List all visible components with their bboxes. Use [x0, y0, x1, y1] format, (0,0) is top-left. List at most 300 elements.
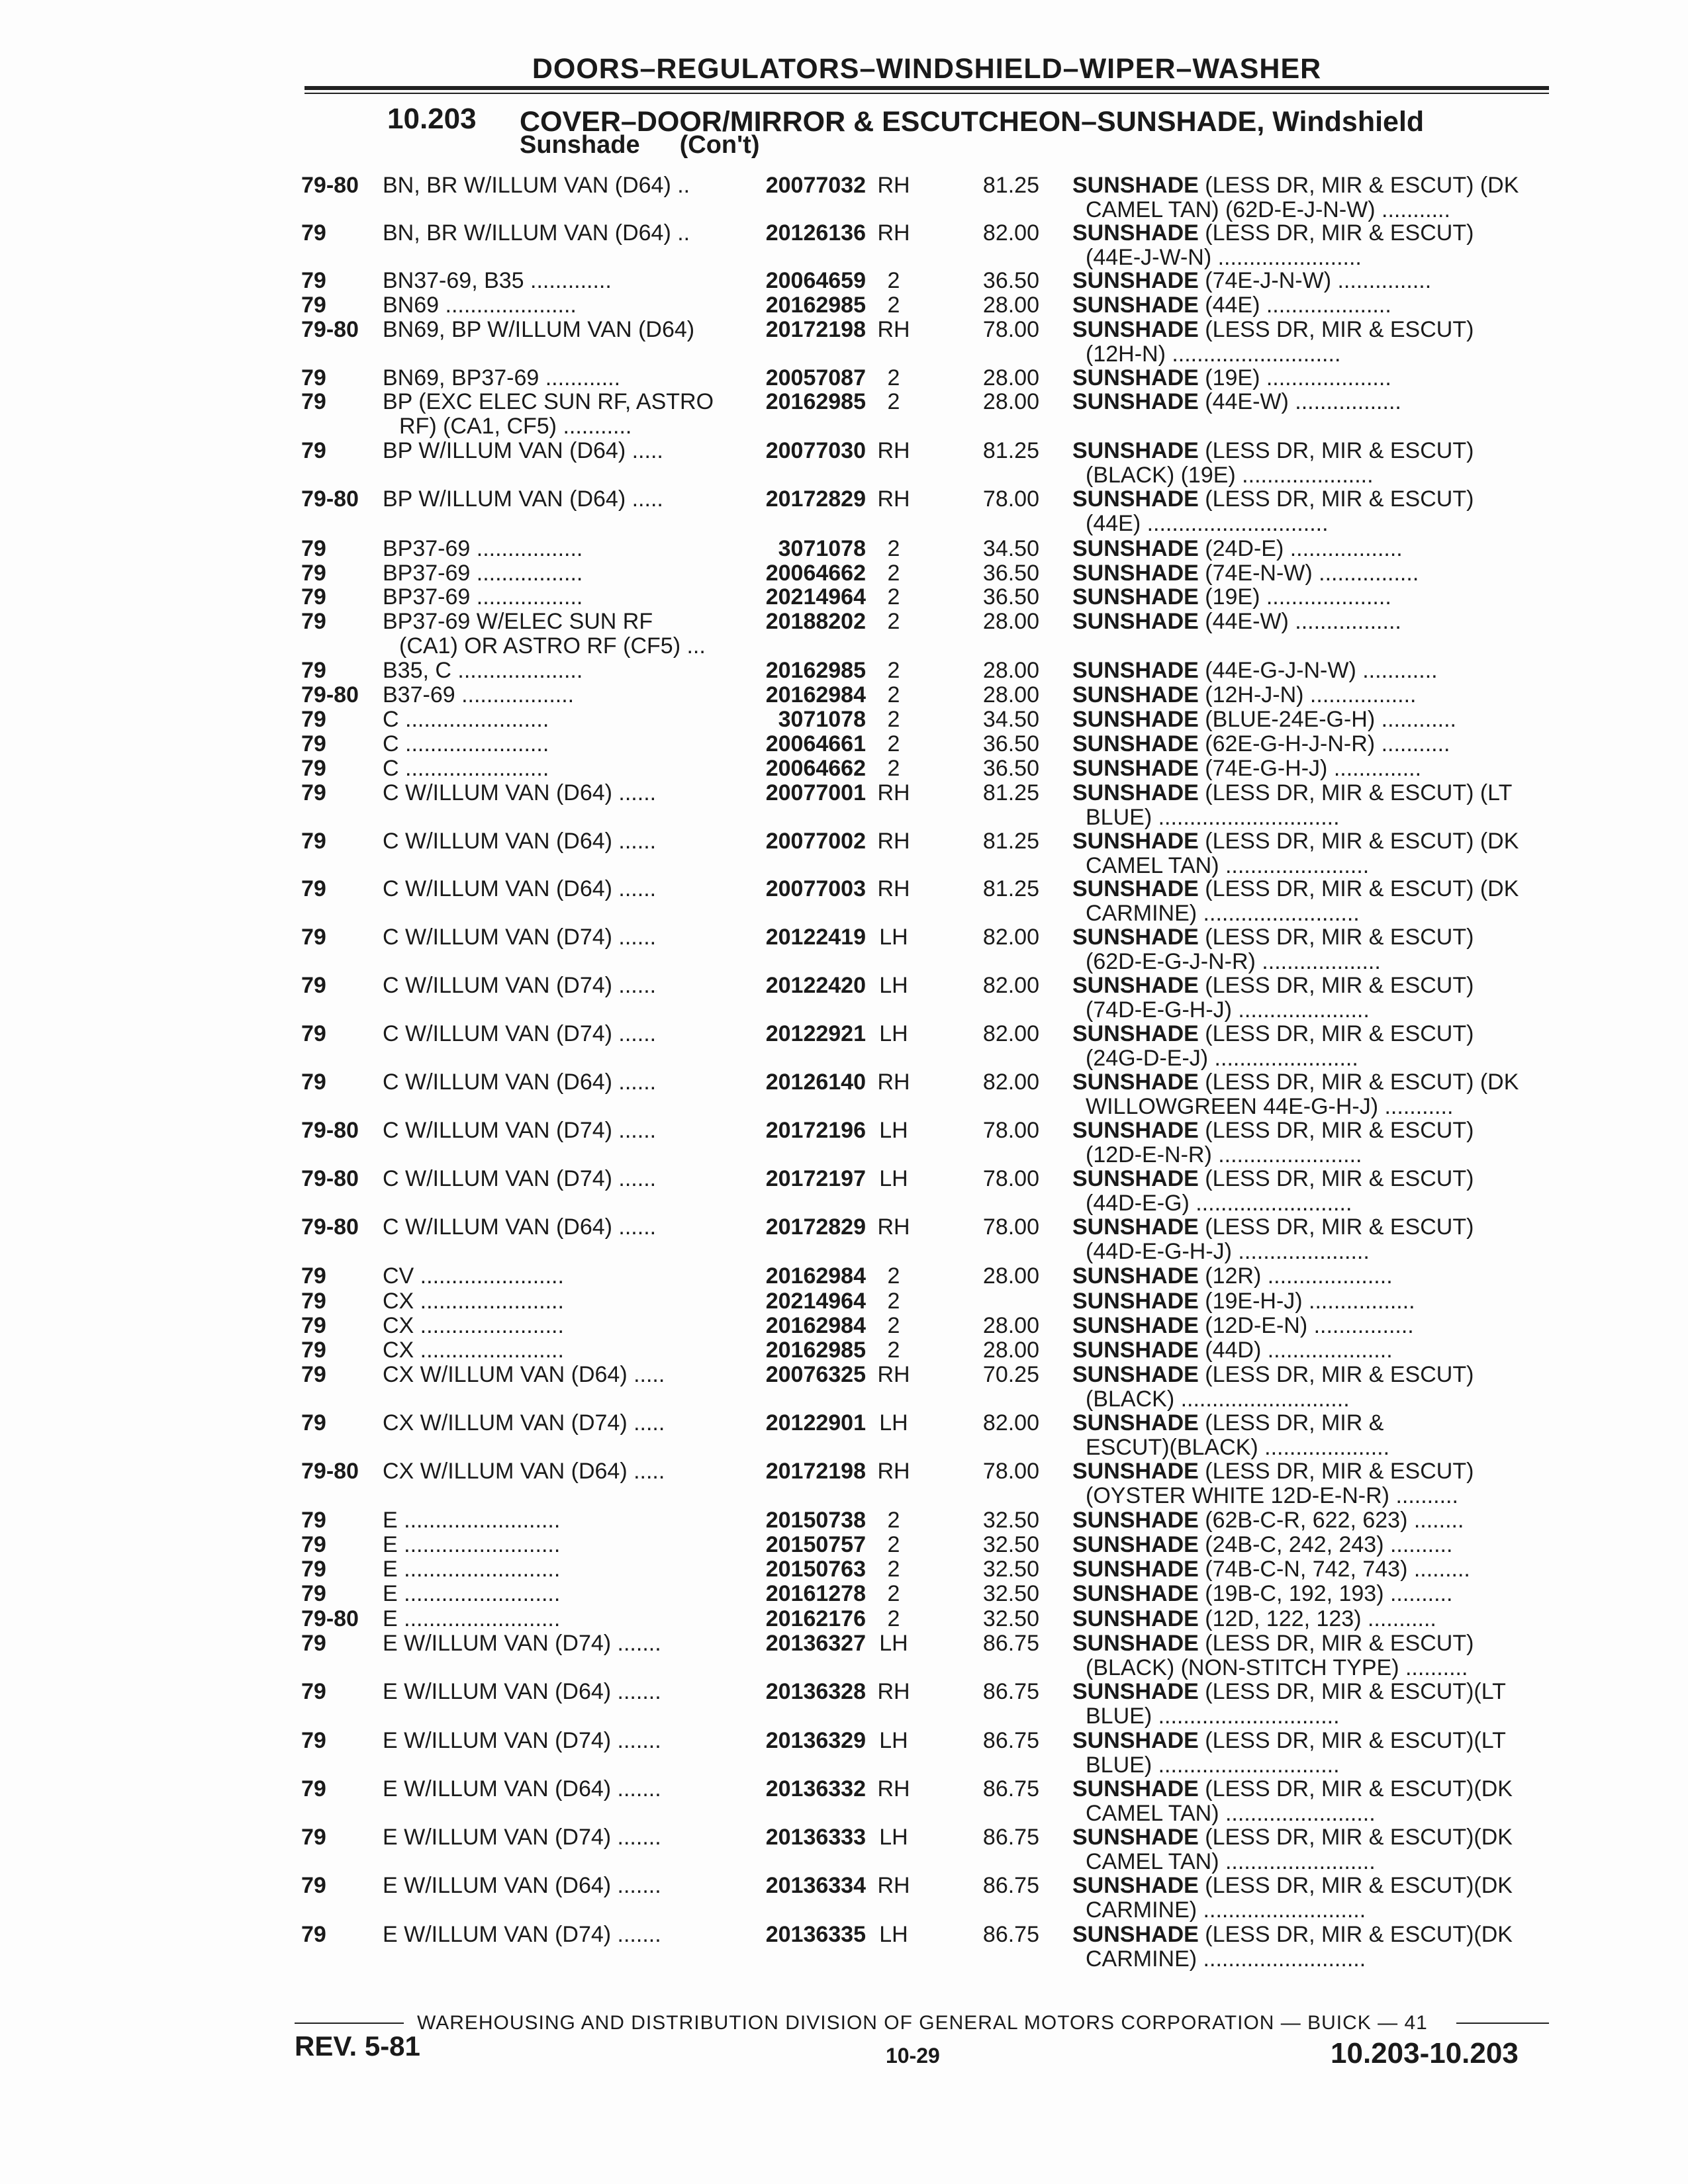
model-text: BP W/ILLUM VAN (D64) .....	[383, 487, 663, 512]
part-name: SUNSHADE	[1072, 1557, 1199, 1582]
model-application	[383, 1607, 733, 1631]
model-text: CV .......................	[383, 1264, 564, 1289]
quantity: RH	[877, 486, 910, 512]
part-number: 20150738	[765, 1508, 866, 1533]
model-year: 79	[301, 1922, 326, 1947]
part-description	[1072, 318, 1549, 367]
model-application	[383, 1022, 733, 1046]
description-text: (24D-E) ..................	[1198, 537, 1403, 561]
part-number: 20122420	[765, 973, 866, 998]
list-price: 32.50	[982, 1581, 1039, 1606]
model-year: 79-80	[301, 1118, 359, 1143]
quantity: 2	[887, 1581, 900, 1606]
part-number: 20076325	[765, 1362, 866, 1387]
footer-rule-right	[1456, 2023, 1549, 2024]
description-text: (62B-C-R, 622, 623) ........	[1198, 1508, 1464, 1533]
model-text: BP (EXC ELEC SUN RF, ASTRO	[383, 390, 714, 414]
part-row	[0, 1825, 1688, 1874]
model-year: 79	[301, 1679, 326, 1704]
model-year: 79	[301, 1263, 326, 1289]
description-text-cont: CARMINE) .........................	[1086, 901, 1360, 926]
model-application	[383, 1118, 733, 1143]
part-name: SUNSHADE	[1072, 1363, 1199, 1387]
model-application	[383, 1825, 733, 1850]
part-number: 20126140	[765, 1069, 866, 1095]
description-text-cont: (44D-E-G) .........................	[1086, 1191, 1352, 1216]
model-text: BN69, BP37-69 ............	[383, 366, 621, 390]
part-description	[1072, 707, 1549, 732]
list-price: 86.75	[982, 1922, 1039, 1947]
quantity: 2	[887, 561, 900, 586]
list-price: 78.00	[982, 1166, 1039, 1191]
list-price: 34.50	[982, 536, 1039, 561]
part-description	[1072, 1508, 1549, 1533]
part-number: 20122901	[765, 1410, 866, 1435]
model-application	[383, 487, 733, 512]
model-year: 79	[301, 438, 326, 463]
part-name: SUNSHADE	[1072, 1022, 1199, 1046]
description-text: (BLUE-24E-G-H) ............	[1198, 707, 1456, 732]
part-description	[1072, 1557, 1549, 1582]
part-name: SUNSHADE	[1072, 366, 1199, 390]
model-year: 79-80	[301, 682, 359, 707]
model-application	[383, 1923, 733, 1947]
part-description	[1072, 366, 1549, 390]
model-application	[383, 659, 733, 683]
description-text-cont: (OYSTER WHITE 12D-E-N-R) ..........	[1086, 1483, 1458, 1508]
model-text: CX W/ILLUM VAN (D64) .....	[383, 1459, 665, 1484]
part-number: 20172198	[765, 317, 866, 342]
model-year: 79	[301, 536, 326, 561]
part-number: 20077002	[765, 829, 866, 854]
part-number: 20077032	[765, 173, 866, 198]
model-application	[383, 1314, 733, 1338]
list-price: 78.00	[982, 1118, 1039, 1143]
model-year: 79	[301, 1410, 326, 1435]
list-price: 81.25	[982, 876, 1039, 901]
model-application	[383, 1557, 733, 1582]
model-application	[383, 925, 733, 950]
part-description	[1072, 1167, 1549, 1216]
model-application	[383, 781, 733, 805]
list-price: 86.75	[982, 1825, 1039, 1850]
part-name: SUNSHADE	[1072, 732, 1199, 756]
quantity: RH	[877, 1214, 910, 1240]
part-description	[1072, 1777, 1549, 1826]
quantity: 2	[887, 658, 900, 683]
list-price: 82.00	[982, 220, 1039, 246]
model-year: 79	[301, 584, 326, 610]
part-name: SUNSHADE	[1072, 829, 1199, 854]
model-year: 79	[301, 925, 326, 950]
quantity: RH	[877, 1069, 910, 1095]
part-row	[0, 1167, 1688, 1216]
part-number: 3071078	[778, 536, 866, 561]
list-price: 78.00	[982, 486, 1039, 512]
model-year: 79	[301, 1313, 326, 1338]
part-description	[1072, 1215, 1549, 1264]
part-name: SUNSHADE	[1072, 1825, 1199, 1850]
model-application	[383, 561, 733, 586]
part-row	[0, 318, 1688, 367]
part-number: 20136332	[765, 1776, 866, 1801]
model-text: E .........................	[383, 1508, 561, 1533]
part-row	[0, 1874, 1688, 1923]
model-year: 79	[301, 561, 326, 586]
part-row	[0, 439, 1688, 488]
part-name: SUNSHADE	[1072, 707, 1199, 732]
part-description	[1072, 1314, 1549, 1338]
list-price: 78.00	[982, 1214, 1039, 1240]
model-text: B35, C ....................	[383, 659, 583, 683]
part-name: SUNSHADE	[1072, 1338, 1199, 1363]
part-description	[1072, 925, 1549, 974]
description-text: (LESS DR, MIR & ESCUT)	[1198, 1215, 1474, 1240]
part-description	[1072, 537, 1549, 561]
section-subtitle-cont: (Con't)	[679, 131, 760, 159]
part-name: SUNSHADE	[1072, 877, 1199, 901]
description-text: (LESS DR, MIR & ESCUT)	[1198, 1631, 1474, 1656]
part-number: 20057087	[765, 365, 866, 390]
description-text-cont: (12D-E-N-R) .......................	[1086, 1142, 1362, 1167]
part-name: SUNSHADE	[1072, 1459, 1199, 1484]
part-row	[0, 877, 1688, 926]
model-text: C W/ILLUM VAN (D74) ......	[383, 974, 657, 998]
quantity: RH	[877, 780, 910, 805]
description-text: (74E-J-N-W) ...............	[1198, 269, 1432, 293]
part-name: SUNSHADE	[1072, 173, 1199, 198]
list-price: 78.00	[982, 1459, 1039, 1484]
model-application	[383, 1631, 733, 1656]
description-text: (12D-E-N) ................	[1198, 1314, 1414, 1338]
part-name: SUNSHADE	[1072, 683, 1199, 707]
part-number: 20077030	[765, 438, 866, 463]
model-text: BN69 .....................	[383, 293, 577, 318]
model-year: 79-80	[301, 317, 359, 342]
list-price: 86.75	[982, 1776, 1039, 1801]
model-text: C W/ILLUM VAN (D74) ......	[383, 1022, 657, 1046]
part-name: SUNSHADE	[1072, 585, 1199, 610]
model-text: E W/ILLUM VAN (D74) .......	[383, 1923, 661, 1947]
quantity: RH	[877, 1362, 910, 1387]
part-number: 20064661	[765, 731, 866, 756]
page-number: 10-29	[886, 2044, 940, 2068]
quantity: 2	[887, 1606, 900, 1631]
footer-division-text: WAREHOUSING AND DISTRIBUTION DIVISION OF GENERAL MOTORS CORPORATION — BUICK — 41	[417, 2012, 1428, 2034]
quantity: 2	[887, 365, 900, 390]
part-number: 20136334	[765, 1873, 866, 1898]
part-name: SUNSHADE	[1072, 1923, 1199, 1947]
part-name: SUNSHADE	[1072, 1631, 1199, 1656]
catalog-group-title: DOORS–REGULATORS–WINDSHIELD–WIPER–WASHER	[532, 53, 1322, 85]
quantity: LH	[879, 1728, 908, 1753]
model-year: 79-80	[301, 1166, 359, 1191]
model-application	[383, 366, 733, 390]
model-text: BP W/ILLUM VAN (D64) .....	[383, 439, 663, 463]
model-text: BP37-69 .................	[383, 585, 583, 610]
model-text: CX W/ILLUM VAN (D74) .....	[383, 1411, 665, 1435]
part-row	[0, 173, 1688, 222]
part-number: 20214964	[765, 1289, 866, 1314]
description-text: (LESS DR, MIR & ESCUT) (DK	[1198, 1070, 1519, 1095]
list-price: 36.50	[982, 584, 1039, 610]
model-application	[383, 1459, 733, 1484]
model-application	[383, 1411, 733, 1435]
list-price: 32.50	[982, 1606, 1039, 1631]
part-row	[0, 1631, 1688, 1680]
model-year: 79-80	[301, 1214, 359, 1240]
model-text-cont: (CA1) OR ASTRO RF (CF5) ...	[399, 633, 706, 659]
model-text: E .........................	[383, 1607, 561, 1631]
part-description	[1072, 1363, 1549, 1412]
part-name: SUNSHADE	[1072, 1533, 1199, 1557]
model-text: C .......................	[383, 732, 549, 756]
description-text: (LESS DR, MIR & ESCUT)	[1198, 1363, 1474, 1387]
description-text: (12D, 122, 123) ...........	[1198, 1607, 1436, 1631]
model-application	[383, 1777, 733, 1801]
description-text-cont: ESCUT)(BLACK) ....................	[1086, 1435, 1390, 1460]
description-text: (19E) ....................	[1198, 366, 1391, 390]
part-name: SUNSHADE	[1072, 561, 1199, 586]
part-number: 3071078	[778, 707, 866, 732]
model-text: C W/ILLUM VAN (D74) ......	[383, 1118, 657, 1143]
model-application	[383, 585, 733, 610]
part-number: 20162985	[765, 1338, 866, 1363]
list-price: 28.00	[982, 682, 1039, 707]
part-number: 20162984	[765, 1263, 866, 1289]
part-name: SUNSHADE	[1072, 537, 1199, 561]
model-text-cont: RF) (CA1, CF5) ...........	[399, 414, 632, 439]
description-text-cont: BLUE) .............................	[1086, 1752, 1340, 1778]
description-text-cont: (12H-N) ...........................	[1086, 341, 1341, 367]
part-number: 20064659	[765, 268, 866, 293]
quantity: 2	[887, 268, 900, 293]
part-description	[1072, 390, 1549, 414]
description-text: (LESS DR, MIR & ESCUT)	[1198, 487, 1474, 512]
description-text-cont: (74D-E-G-H-J) .....................	[1086, 997, 1370, 1023]
part-description	[1072, 1338, 1549, 1363]
part-name: SUNSHADE	[1072, 1411, 1199, 1435]
quantity: 2	[887, 1289, 900, 1314]
part-number: 20150763	[765, 1557, 866, 1582]
list-price: 82.00	[982, 973, 1039, 998]
part-description	[1072, 781, 1549, 830]
part-row	[0, 1070, 1688, 1119]
model-application	[383, 1264, 733, 1289]
model-year: 79	[301, 1825, 326, 1850]
model-text: CX .......................	[383, 1289, 564, 1314]
list-price: 86.75	[982, 1679, 1039, 1704]
description-text: (LESS DR, MIR & ESCUT)	[1198, 221, 1474, 246]
model-text: C W/ILLUM VAN (D64) ......	[383, 829, 657, 854]
quantity: RH	[877, 173, 910, 198]
list-price: 86.75	[982, 1631, 1039, 1656]
model-year: 79-80	[301, 1606, 359, 1631]
part-number: 20064662	[765, 756, 866, 781]
part-description	[1072, 1022, 1549, 1071]
part-name: SUNSHADE	[1072, 610, 1199, 634]
model-application	[383, 732, 733, 756]
model-year: 79	[301, 389, 326, 414]
description-text: (62E-G-H-J-N-R) ...........	[1198, 732, 1450, 756]
part-row	[0, 221, 1688, 270]
part-description	[1072, 1923, 1549, 1972]
description-text: (74B-C-N, 742, 743) .........	[1198, 1557, 1470, 1582]
description-text: (LESS DR, MIR & ESCUT)	[1198, 974, 1474, 998]
part-number: 20172196	[765, 1118, 866, 1143]
section-number: 10.203	[387, 103, 477, 135]
description-text-cont: CARMINE) ..........................	[1086, 1946, 1366, 1972]
quantity: RH	[877, 829, 910, 854]
quantity: LH	[879, 973, 908, 998]
model-application	[383, 1215, 733, 1240]
list-price: 82.00	[982, 1069, 1039, 1095]
model-text: BP37-69 .................	[383, 561, 583, 586]
part-name: SUNSHADE	[1072, 1118, 1199, 1143]
quantity: 2	[887, 756, 900, 781]
model-year: 79	[301, 609, 326, 634]
list-price: 28.00	[982, 609, 1039, 634]
quantity: RH	[877, 876, 910, 901]
part-number: 20136329	[765, 1728, 866, 1753]
model-year: 79	[301, 1508, 326, 1533]
description-text-cont: (44D-E-G-H-J) .....................	[1086, 1239, 1370, 1264]
quantity: RH	[877, 1776, 910, 1801]
description-text: (LESS DR, MIR & ESCUT) (DK	[1198, 173, 1519, 198]
description-text: (LESS DR, MIR & ESCUT)(DK	[1198, 1825, 1513, 1850]
list-price: 32.50	[982, 1508, 1039, 1533]
description-text: (44D) ....................	[1198, 1338, 1393, 1363]
description-text: (74E-N-W) ................	[1198, 561, 1419, 586]
model-year: 79	[301, 1338, 326, 1363]
part-row	[0, 487, 1688, 536]
part-row	[0, 1459, 1688, 1508]
part-name: SUNSHADE	[1072, 1777, 1199, 1801]
part-name: SUNSHADE	[1072, 390, 1199, 414]
part-description	[1072, 829, 1549, 878]
part-name: SUNSHADE	[1072, 439, 1199, 463]
list-price: 81.25	[982, 829, 1039, 854]
model-application	[383, 683, 733, 707]
model-application	[383, 269, 733, 293]
part-description	[1072, 1631, 1549, 1680]
quantity: LH	[879, 1118, 908, 1143]
model-application	[383, 829, 733, 854]
description-text: (LESS DR, MIR & ESCUT)(LT	[1198, 1729, 1506, 1753]
part-number: 20077001	[765, 780, 866, 805]
part-row	[0, 1680, 1688, 1729]
part-name: SUNSHADE	[1072, 974, 1199, 998]
part-number: 20188202	[765, 609, 866, 634]
part-description	[1072, 1411, 1549, 1460]
model-application	[383, 439, 733, 463]
part-name: SUNSHADE	[1072, 1508, 1199, 1533]
model-text: C .......................	[383, 707, 549, 732]
part-description	[1072, 221, 1549, 270]
quantity: 2	[887, 609, 900, 634]
model-text: E W/ILLUM VAN (D64) .......	[383, 1874, 661, 1898]
quantity: LH	[879, 925, 908, 950]
model-year: 79	[301, 876, 326, 901]
model-application	[383, 173, 733, 198]
part-description	[1072, 1680, 1549, 1729]
model-text: BN, BR W/ILLUM VAN (D64) ..	[383, 221, 690, 246]
description-text-cont: BLUE) .............................	[1086, 805, 1340, 830]
list-price: 28.00	[982, 1338, 1039, 1363]
part-row	[0, 610, 1688, 659]
description-text-cont: CAMEL TAN) (62D-E-J-N-W) ...........	[1086, 197, 1450, 222]
part-number: 20136327	[765, 1631, 866, 1656]
part-description	[1072, 610, 1549, 634]
model-year: 79	[301, 1069, 326, 1095]
part-name: SUNSHADE	[1072, 659, 1199, 683]
model-text: BN69, BP W/ILLUM VAN (D64)	[383, 318, 695, 342]
description-text: (44E-W) .................	[1198, 390, 1401, 414]
description-text: (LESS DR, MIR & ESCUT) (DK	[1198, 829, 1519, 854]
section-subtitle-name: Sunshade	[520, 131, 640, 159]
model-year: 79	[301, 1532, 326, 1557]
model-year: 79	[301, 731, 326, 756]
description-text: (LESS DR, MIR & ESCUT)	[1198, 439, 1474, 463]
model-text: E W/ILLUM VAN (D64) .......	[383, 1777, 661, 1801]
part-name: SUNSHADE	[1072, 925, 1199, 950]
part-description	[1072, 1289, 1549, 1314]
model-year: 79-80	[301, 486, 359, 512]
model-application	[383, 537, 733, 561]
description-text: (24B-C, 242, 243) ..........	[1198, 1533, 1453, 1557]
part-name: SUNSHADE	[1072, 221, 1199, 246]
list-price: 81.25	[982, 173, 1039, 198]
model-text: E W/ILLUM VAN (D74) .......	[383, 1729, 661, 1753]
part-number: 20162985	[765, 293, 866, 318]
model-text: E W/ILLUM VAN (D64) .......	[383, 1680, 661, 1704]
list-price: 81.25	[982, 438, 1039, 463]
part-description	[1072, 487, 1549, 536]
description-text-cont: CARMINE) ..........................	[1086, 1897, 1366, 1923]
description-text-cont: (BLACK) ...........................	[1086, 1387, 1350, 1412]
section-title: COVER–DOOR/MIRROR & ESCUTCHEON–SUNSHADE, Windshield	[520, 106, 1425, 138]
model-application	[383, 1680, 733, 1704]
list-price: 34.50	[982, 707, 1039, 732]
quantity: 2	[887, 584, 900, 610]
part-name: SUNSHADE	[1072, 293, 1199, 318]
description-text-cont: (44E-J-W-N) .......................	[1086, 245, 1362, 270]
part-row	[0, 1729, 1688, 1778]
model-application	[383, 1363, 733, 1387]
list-price: 70.25	[982, 1362, 1039, 1387]
model-text: C W/ILLUM VAN (D74) ......	[383, 925, 657, 950]
quantity: 2	[887, 1508, 900, 1533]
description-text-cont: (24G-D-E-J) .......................	[1086, 1046, 1358, 1071]
model-text: CX .......................	[383, 1314, 564, 1338]
part-number: 20162985	[765, 389, 866, 414]
model-year: 79	[301, 1631, 326, 1656]
part-description	[1072, 1264, 1549, 1289]
part-number: 20150757	[765, 1532, 866, 1557]
model-application	[383, 1533, 733, 1557]
model-text: C W/ILLUM VAN (D74) ......	[383, 1167, 657, 1191]
model-text: BN37-69, B35 .............	[383, 269, 612, 293]
description-text: (LESS DR, MIR & ESCUT)	[1198, 1459, 1474, 1484]
description-text: (19E) ....................	[1198, 585, 1391, 610]
part-number: 20136335	[765, 1922, 866, 1947]
part-name: SUNSHADE	[1072, 487, 1199, 512]
model-text: E W/ILLUM VAN (D74) .......	[383, 1631, 661, 1656]
list-price: 36.50	[982, 756, 1039, 781]
description-text-cont: (BLACK) (NON-STITCH TYPE) ..........	[1086, 1655, 1468, 1680]
quantity: LH	[879, 1825, 908, 1850]
part-name: SUNSHADE	[1072, 1167, 1199, 1191]
